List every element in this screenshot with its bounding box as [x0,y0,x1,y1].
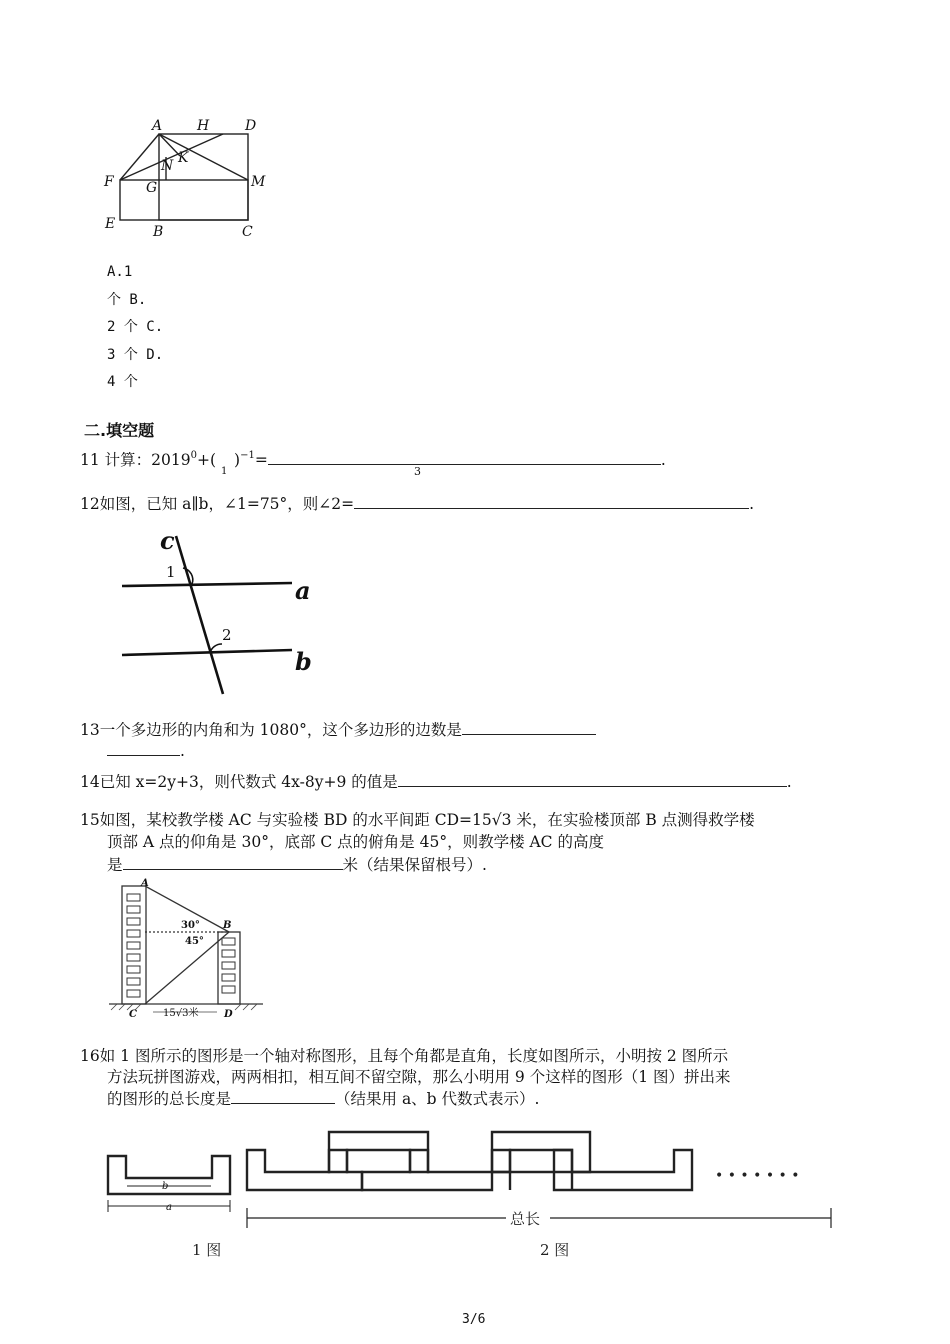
question-15: 15如图，某校教学楼 AC 与实验楼 BD 的水平间距 CD=15√3 米，在实验楼顶部 B 点测得救学楼 [80,811,755,829]
question-number: 14 [80,773,100,791]
rect-abcd [159,134,248,220]
answer-blank[interactable] [268,449,661,465]
angle-2-label: 2 [222,626,232,644]
q10-options [107,259,163,397]
answer-blank[interactable] [123,854,343,870]
label-A: A [141,878,149,889]
question-number: 16 [80,1047,100,1065]
label-M: M [251,174,266,190]
question-16-line3: 的图形的总长度是 （结果用 a、b 代数式表示）. [107,1090,540,1108]
label-B: B [223,920,232,931]
label-K: K [178,150,189,166]
length-b-label: b [162,1181,169,1192]
option-line: 3 个 D. [107,346,164,363]
label-B: B [153,224,164,240]
answer-blank-cont[interactable] [107,740,180,756]
q15-figure [105,876,270,1022]
option-line: A.1 [107,264,133,280]
fraction-denominator: 3 [414,465,421,478]
question-14: 14已知 x=2y+3，则代数式 4x-8y+9 的值是 . [80,773,792,791]
label-b: b [295,647,312,676]
question-13: 13一个多边形的内角和为 1080°，这个多边形的边数是 [80,719,596,740]
option-line: 2 个 C. [107,319,164,335]
building-ac [122,886,146,1004]
label-C: C [242,224,253,240]
continuation-dots: • • • • • • • [715,1168,800,1184]
line-a [122,583,292,586]
label-H: H [197,118,210,134]
question-15-line2: 顶部 A 点的仰角是 30°，底部 C 点的俯角是 45°，则教学楼 AC 的高度 [107,833,604,851]
label-D: D [245,118,257,134]
answer-blank[interactable] [398,771,787,787]
question-number: 11 [80,451,100,469]
answer-blank[interactable] [462,719,596,735]
option-line: 4 个 [107,374,138,390]
line-b [122,650,292,655]
q12-figure [110,522,330,698]
q16-figure [100,1128,850,1268]
label-a: a [295,576,311,605]
figure-2-caption: 2 图 [540,1241,570,1259]
label-N: N [161,158,174,174]
answer-blank[interactable] [231,1088,335,1104]
question-16-line2: 方法玩拼图游戏，两两相扣，相互间不留空隙，那么小明用 9 个这样的图形（1 图）拼出来 [107,1068,731,1086]
rect-ebcm [120,180,248,220]
question-number: 12 [80,495,100,513]
label-D: D [224,1009,233,1020]
single-piece [108,1156,230,1194]
page-number: 3/6 [462,1312,486,1327]
question-number: 15 [80,811,100,829]
answer-blank[interactable] [354,493,749,509]
distance-label: 15√3米 [163,1008,199,1019]
label-G: G [146,180,158,196]
angle-1-label: 1 [166,563,176,581]
section-heading: 二.填空题 [84,421,155,440]
fraction-numerator: 1 [221,466,228,477]
total-length-label: 总长 [510,1210,541,1228]
question-16: 16如 1 图所示的图形是一个轴对称图形，且每个角都是直角，长度如图所示，小明按 2 图所示 [80,1047,729,1065]
label-c: c [160,526,175,555]
label-A: A [152,118,163,134]
option-line: 个 B. [107,291,147,308]
question-11: 11 计算：$2019^0+$( 1 )$^{-1}$= . [80,449,666,470]
angle-45-label: 45° [185,936,204,947]
label-C: C [129,1009,137,1020]
question-number: 13 [80,721,100,739]
line-c [176,536,223,694]
figure-1-caption: 1 图 [192,1241,222,1259]
length-a-label: a [166,1202,172,1213]
q10-figure [100,112,280,244]
label-F: F [104,174,114,190]
label-E: E [105,216,116,232]
interlocked-pieces [247,1132,692,1190]
question-13-cont: . [107,740,185,761]
question-12: 12如图，已知 a∥b，∠1=75°，则∠2= . [80,495,755,513]
question-15-line3: 是 米（结果保留根号）. [107,856,487,874]
angle-30-label: 30° [181,920,200,931]
